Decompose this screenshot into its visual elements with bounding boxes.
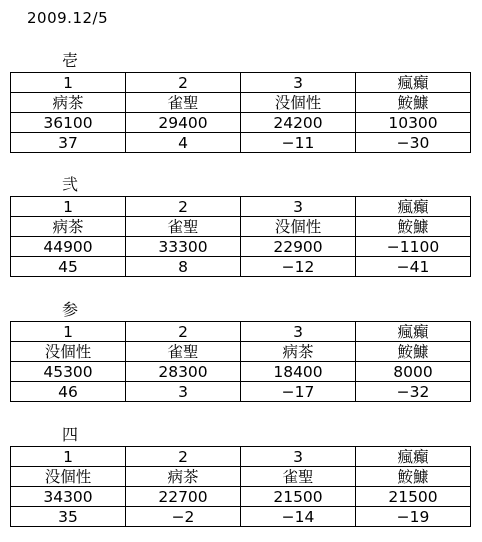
- rank-cell: 瘋癲: [356, 447, 471, 467]
- round-title: 弐: [62, 175, 79, 194]
- rank-cell: 2: [126, 447, 241, 467]
- player-name-cell: 没個性: [11, 342, 126, 362]
- points-cell: 21500: [356, 487, 471, 507]
- player-name-cell: 鮟鱇: [356, 467, 471, 487]
- score-cell: −19: [356, 507, 471, 527]
- player-name-cell: 病茶: [241, 342, 356, 362]
- rank-header-row: [11, 447, 471, 467]
- player-name-cell: 鮟鱇: [356, 342, 471, 362]
- points-cell: 45300: [11, 362, 126, 382]
- points-cell: 21500: [241, 487, 356, 507]
- rank-cell: 3: [241, 197, 356, 217]
- score-cell: −2: [126, 507, 241, 527]
- score-table: [10, 196, 471, 277]
- rank-cell: 2: [126, 73, 241, 93]
- points-cell: 28300: [126, 362, 241, 382]
- rank-cell: 1: [11, 447, 126, 467]
- score-cell: −17: [241, 382, 356, 402]
- score-cell: −32: [356, 382, 471, 402]
- score-row: [11, 382, 471, 402]
- rank-header-row: [11, 197, 471, 217]
- score-row: [11, 507, 471, 527]
- rank-cell: 瘋癲: [356, 73, 471, 93]
- score-cell: 45: [11, 257, 126, 277]
- points-row: [11, 113, 471, 133]
- score-cell: 37: [11, 133, 126, 153]
- score-cell: −12: [241, 257, 356, 277]
- rank-header-row: [11, 322, 471, 342]
- player-name-cell: 雀聖: [241, 467, 356, 487]
- player-name-row: [11, 467, 471, 487]
- score-cell: 3: [126, 382, 241, 402]
- rank-cell: 瘋癲: [356, 322, 471, 342]
- score-table: [10, 446, 471, 527]
- player-name-row: [11, 342, 471, 362]
- points-cell: 24200: [241, 113, 356, 133]
- player-name-cell: 雀聖: [126, 217, 241, 237]
- rank-cell: 3: [241, 73, 356, 93]
- player-name-row: [11, 93, 471, 113]
- score-row: [11, 257, 471, 277]
- round-title: 壱: [62, 51, 79, 70]
- date-label: 2009.12/5: [27, 9, 109, 27]
- points-cell: 22900: [241, 237, 356, 257]
- score-cell: 46: [11, 382, 126, 402]
- points-row: [11, 237, 471, 257]
- player-name-cell: 病茶: [11, 217, 126, 237]
- player-name-cell: 雀聖: [126, 342, 241, 362]
- player-name-cell: 没個性: [241, 93, 356, 113]
- points-cell: 34300: [11, 487, 126, 507]
- score-cell: −30: [356, 133, 471, 153]
- points-cell: 18400: [241, 362, 356, 382]
- rank-cell: 2: [126, 197, 241, 217]
- rank-cell: 1: [11, 197, 126, 217]
- player-name-row: [11, 217, 471, 237]
- points-row: [11, 487, 471, 507]
- player-name-cell: 病茶: [11, 93, 126, 113]
- rank-cell: 3: [241, 447, 356, 467]
- points-cell: 22700: [126, 487, 241, 507]
- player-name-cell: 鮟鱇: [356, 217, 471, 237]
- score-cell: −41: [356, 257, 471, 277]
- score-cell: 4: [126, 133, 241, 153]
- points-cell: 8000: [356, 362, 471, 382]
- points-cell: 10300: [356, 113, 471, 133]
- rank-header-row: [11, 73, 471, 93]
- score-cell: −14: [241, 507, 356, 527]
- points-cell: 36100: [11, 113, 126, 133]
- score-table: [10, 72, 471, 153]
- points-row: [11, 362, 471, 382]
- player-name-cell: 没個性: [241, 217, 356, 237]
- score-row: [11, 133, 471, 153]
- score-cell: −11: [241, 133, 356, 153]
- points-cell: 44900: [11, 237, 126, 257]
- rank-cell: 3: [241, 322, 356, 342]
- rank-cell: 1: [11, 73, 126, 93]
- player-name-cell: 鮟鱇: [356, 93, 471, 113]
- round-title: 四: [62, 425, 79, 444]
- player-name-cell: 没個性: [11, 467, 126, 487]
- points-cell: 29400: [126, 113, 241, 133]
- round-title: 参: [62, 300, 79, 319]
- points-cell: −1100: [356, 237, 471, 257]
- rank-cell: 1: [11, 322, 126, 342]
- rank-cell: 瘋癲: [356, 197, 471, 217]
- score-cell: 35: [11, 507, 126, 527]
- player-name-cell: 病茶: [126, 467, 241, 487]
- rank-cell: 2: [126, 322, 241, 342]
- player-name-cell: 雀聖: [126, 93, 241, 113]
- points-cell: 33300: [126, 237, 241, 257]
- score-table: [10, 321, 471, 402]
- score-cell: 8: [126, 257, 241, 277]
